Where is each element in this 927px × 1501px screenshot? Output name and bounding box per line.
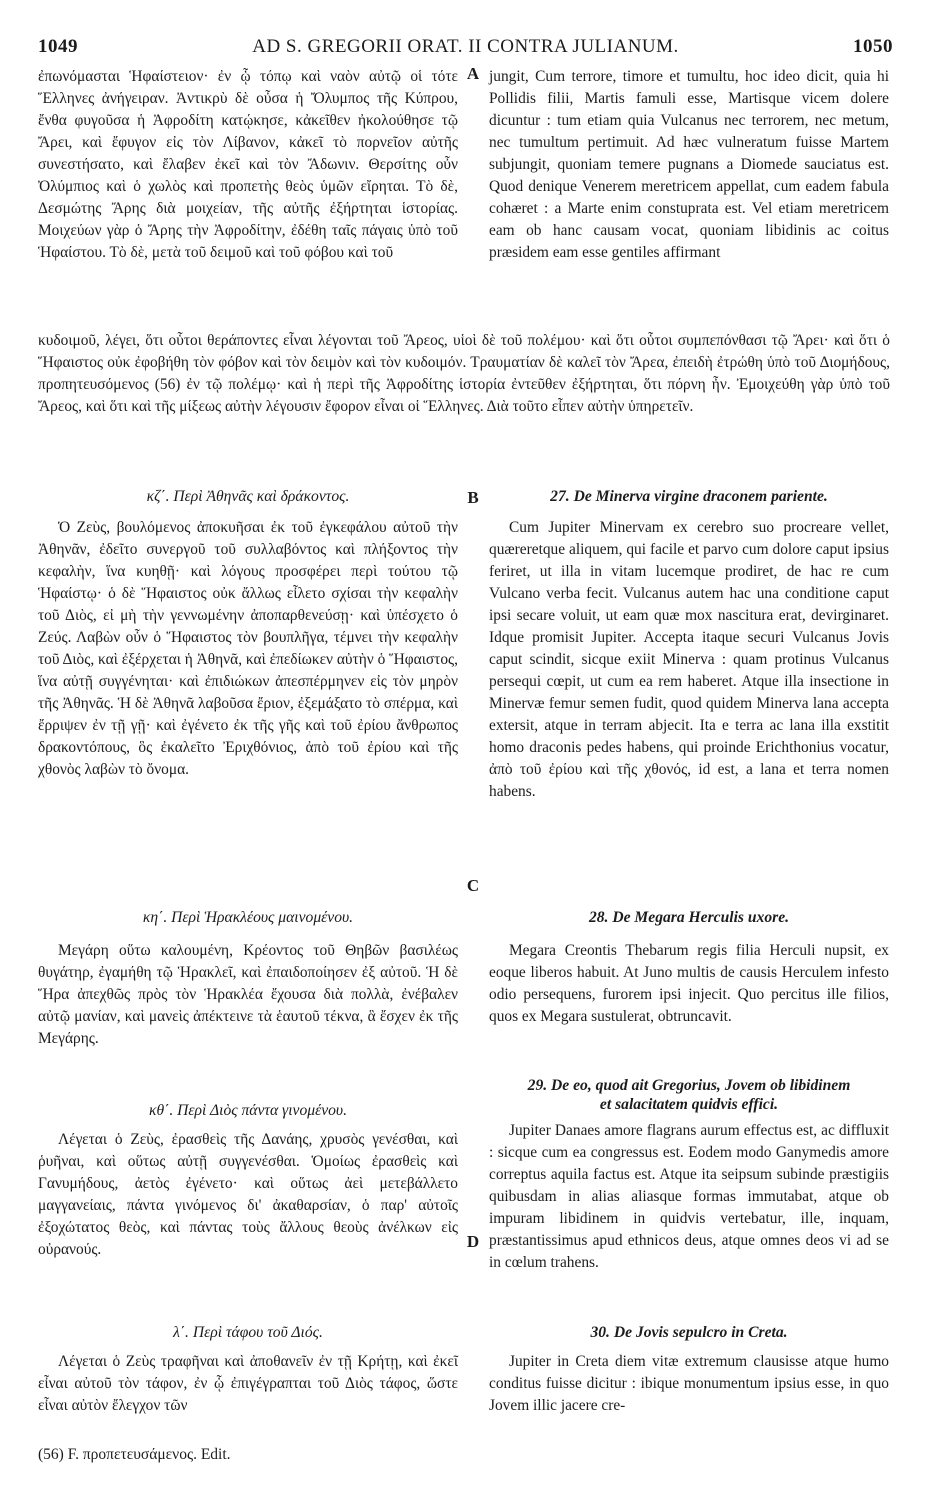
section-27-greek <box>38 486 458 781</box>
section-28-greek-title: κη΄. Περὶ Ἡρακλέους μαινομένου. <box>142 909 354 926</box>
intro-greek-full-width <box>38 330 890 418</box>
section-27-latin-text: Cum Jupiter Minervam ex cerebro suo procreare vellet, quæreretque aliquem, qui facile et parvo cum dolore caput ipsius feriret, ut illa in vitam lucemque prodiret, de hac re cum Vulcano verba fecit. Vulcanus autem hac una conditione caput ipsi secare voluit, ut eam quæ mox nascitura erat, devirginaret. Idque promisit Jupiter. Accepta itaque securi Vulcanus Jovis caput scindit, sicque exiit Minerva : quam protinus Vulcanus persequi cœpit, ut cum ea rem haberet. Atque illa insectione in Minervæ femur semen fudit, quod quidem Minerva lana accepta extersit, atque in terram abjecit. Ita e terra ac lana illa exstitit homo draconis pedes habens, qui proinde Erichthonius vocatur, ἀπὸ τοῦ ἐρίου καὶ τῆς χθονός, id est, a lana et terra nomen habens. <box>489 519 889 800</box>
section-28-greek <box>38 907 458 1050</box>
margin-letter-d: D <box>466 1232 480 1251</box>
section-29-latin-text: Jupiter Danaes amore flagrans aurum effectus est, ac diffluxit : sicque cum ea congressus est. Eodem modo Ganymedis amore correptus aquila factus est. Atque ita seipsum subinde præstigiis quibusdam in alias aliasque formas immutabat, atque ob impuram libidinem in quidvis vertebatur, ille, inquam, præstantissimus apud ethnicos deus, atque omnes deos vi ad se in cœlum trahens. <box>489 1122 889 1271</box>
running-header <box>38 36 893 58</box>
section-30-greek-title: λ΄. Περὶ τάφου τοῦ Διός. <box>173 1324 323 1341</box>
section-27-greek-text: Ὁ Ζεὺς, βουλόμενος ἀποκυῆσαι ἐκ τοῦ ἐγκεφάλου αὐτοῦ τὴν Ἀθηνᾶν, ἐδεῖτο συνεργοῦ τοῦ συλλαβόντος καὶ πλήξοντος τὴν κεφαλὴν, ἵνα κυηθῇ· καὶ λόγους προσφέρει περὶ τούτου τῷ Ἡφαίστῳ· ὁ δὲ Ἥφαιστος οὐκ ἄλλως εἶλετο σχίσαι τὴν κεφαλὴν τοῦ Διὸς, εἰ μὴ τὴν γεννωμένην ἀποπαρθενεύσῃ· καὶ ὑπέσχετο ὁ Ζεύς. Λαβὼν οὖν ὁ Ἥφαιστος τὸν βουπλῆγα, τέμνει τὴν κεφαλὴν τοῦ Διὸς, καὶ ἐξέρχεται ἡ Ἀθηνᾶ, καὶ ἐπεδίωκεν αὐτὴν ὁ Ἥφαιστος, ἵνα αὐτῇ συγγένηται· καὶ ἐπιδιώκων ἀπεσπέρμηνεν εἰς τὸν μηρὸν τῆς Ἀθηνᾶς. Ἡ δὲ Ἀθηνᾶ λαβοῦσα ἔριον, ἐξεμάξατο τὸ σπέρμα, καὶ ἔρριψεν ἐν τῇ γῇ· καὶ ἐγένετο ἐκ τῆς γῆς καὶ τοῦ ἐρίου ἄνθρωπος δρακοντόπους, ὃς ἐκαλεῖτο Ἐριχθόνιος, ἀπὸ τοῦ ἐρίου καὶ τῆς χθονὸς λαβὼν τὸ ὄνομα. <box>38 519 458 778</box>
section-30-latin-text: Jupiter in Creta diem vitæ extremum clausisse atque humo conditus fuisse dicitur : ibique monumentum ipsius esse, in quo Jovem illic jacere cre- <box>489 1353 889 1414</box>
footnote: (56) F. προπετευσάμενος. Edit. <box>38 1446 231 1463</box>
intro-greek-full-text: κυδοιμοῦ, λέγει, ὅτι οὗτοι θεράποντες εἶναι λέγονται τοῦ Ἄρεος, υἱοὶ δὲ τοῦ πολέμου· καὶ ὅτι οὗτοι συμπεπόνθασι τῷ Ἄρει· καὶ ὅτι ὁ Ἥφαιστος οὐκ ἐφοβήθη τὸν φόβον καὶ τὸν δειμὸν καὶ τὸν κυδοιμόν. Τραυματίαν δὲ καλεῖ τὸν Ἄρεα, ἐπειδὴ ἐτρώθη ὑπὸ τοῦ Διομήδους, προπητευσόμενος (56) ἐν τῷ πολέμῳ· καὶ ἡ περὶ τῆς Ἀφροδίτης ἱστορία ἐντεῦθεν ἐξήρτηται, ὅτι πόρνη ἦν. Ἐμοιχεύθη γὰρ ὑπὸ τοῦ Ἄρεος, καὶ ὅτι καὶ τῆς μίξεως αὐτὴν λέγουσιν ἔφορον εἶναι οἱ Ἕλληνες. Διὰ τοῦτο εἶπεν αὐτὴν ὑπηρετεῖν. <box>38 332 890 415</box>
section-29-latin-title-1: 29. De eo, quod ait Gregorius, Jovem ob libidinem <box>527 1077 851 1094</box>
section-29-latin <box>489 1076 889 1274</box>
running-title: AD S. GREGORII ORAT. II CONTRA JULIANUM. <box>252 36 679 57</box>
section-29-greek <box>38 1100 458 1261</box>
section-27-latin <box>489 486 889 803</box>
section-27-latin-title: 27. De Minerva virgine draconem pariente. <box>550 488 828 505</box>
page-number-right: 1050 <box>853 36 893 57</box>
intro-latin-text: jungit, Cum terrore, timore et tumultu, hoc ideo dicit, quia hi Pollidis filii, Martis famuli esse, Martisque vicem dolere dicuntur : tum etiam quia Vulcanus nec terrorem, nec metum, nec tumultum pertimuit. Ad hæc vulneratum fuisse Martem subjungit, quoniam temere pugnans a Diomede sauciatus est. Quod denique Venerem meretricem appellat, cum eadem fabula cohæret : a Marte enim constuprata est. Vel etiam meretricem eam ob hanc causam vocat, quoniam libidinis ac coitus præsidem eam esse gentiles affirmant <box>489 68 889 261</box>
section-29-greek-title: κθ΄. Περὶ Διὸς πάντα γινομένου. <box>148 1102 347 1119</box>
section-28-latin-title: 28. De Megara Herculis uxore. <box>588 909 790 926</box>
section-28-latin <box>489 907 889 1028</box>
margin-letter-a: A <box>466 64 480 83</box>
section-30-latin-title: 30. De Jovis sepulcro in Creta. <box>590 1324 788 1341</box>
section-27-greek-title: κζ΄. Περὶ Ἀθηνᾶς καὶ δράκοντος. <box>146 488 350 505</box>
intro-greek-column <box>38 66 458 264</box>
margin-letter-b: B <box>467 488 479 507</box>
section-30-greek-text: Λέγεται ὁ Ζεὺς τραφῆναι καὶ ἀποθανεῖν ἐν τῇ Κρήτῃ, καὶ ἐκεῖ εἶναι αὐτοῦ τὸν τάφον, ἐν ᾧ ἐπιγέγραπται τοῦ Διὸς τάφος, ὥστε εἶναι αὐτὸν ἔλεγχον τῶν <box>38 1353 458 1414</box>
section-29-greek-text: Λέγεται ὁ Ζεὺς, ἐρασθεὶς τῆς Δανάης, χρυσὸς γενέσθαι, καὶ ῥυῆναι, καὶ οὕτως αὐτῇ συγγενέσθαι. Ὁμοίως ἐρασθεὶς καὶ Γανυμήδους, ἀετὸς ἐγένετο· καὶ οὕτως ἀεὶ μετεβάλλετο μαγγανείαις, πάντα γινόμενος δι' ἀκαθαρσίαν, ὁ παρ' αὐτοῖς ἐξοχώτατος θεὸς, καὶ πάντας τοὺς ἄλλους θεοὺς ἀνέλκων εἰς οὐρανούς. <box>38 1131 458 1258</box>
section-30-latin <box>489 1322 889 1417</box>
section-29-latin-title-2: et salacitatem quidvis effici. <box>599 1096 779 1113</box>
page-number-left: 1049 <box>38 36 78 57</box>
intro-greek-text: ἐπωνόμασται Ἡφαίστειον· ἐν ᾧ τόπῳ καὶ ναὸν αὐτῷ οἱ τότε Ἕλληνες ἀνήγειραν. Ἀντικρὺ δὲ οὖσα ἡ Ὄλυμπος τῆς Κύπρου, ἔνθα φυγοῦσα ἡ Ἀφροδίτη κατῴκησε, κἀκεῖθεν ἠκολούθησε τῷ Ἄρει, καὶ ἔφυγον εἰς τὸν Λίβανον, κἀκεῖ τὸ πορνεῖον αὐτῆς συνεστήσατο, καὶ ἔλαβεν ἐκεῖ καὶ τὸν Ἄδωνιν. Θερσίτης οὖν Ὀλύμπιος καὶ ὁ χωλὸς καὶ προπετὴς θεὸς ὑμῶν εἴρηται. Τὸ δὲ, Δεσμώτης Ἄρης διὰ μοιχείαν, τῆς αὐτῆς ἐξήρτηται ἱστορίας. Μοιχεύων γὰρ ὁ Ἄρης τὴν Ἀφροδίτην, ἐδέθη ταῖς πάγαις ὑπὸ τοῦ Ἡφαίστου. Τὸ δὲ, μετὰ τοῦ δειμοῦ καὶ τοῦ φόβου καὶ τοῦ <box>38 68 458 261</box>
section-28-greek-text: Μεγάρη οὕτω καλουμένη, Κρέοντος τοῦ Θηβῶν βασιλέως θυγάτηρ, ἐγαμήθη τῷ Ἡρακλεῖ, καὶ ἐπαιδοποίησεν ἐξ αὐτοῦ. Ἡ δὲ Ἥρα ἀπεχθῶς πρὸς τὸν Ἡρακλέα ἔχουσα διὰ πολλὰ, ἐνέβαλεν αὐτῷ μανίαν, καὶ μανεὶς ἀπέκτεινε τὰ ἑαυτοῦ τέκνα, ἃ ἔσχεν ἐκ τῆς Μεγάρης. <box>38 942 458 1047</box>
section-30-greek <box>38 1322 458 1417</box>
margin-letter-c: C <box>466 876 480 895</box>
intro-latin-column <box>489 66 889 264</box>
section-28-latin-text: Megara Creontis Thebarum regis filia Herculi nupsit, ex eoque liberos habuit. At Juno multis de causis Herculem infesto odio persequens, furorem ipsi injecit. Quo percitus ille filios, quos ex Megara sustulerat, obtruncavit. <box>489 942 889 1025</box>
